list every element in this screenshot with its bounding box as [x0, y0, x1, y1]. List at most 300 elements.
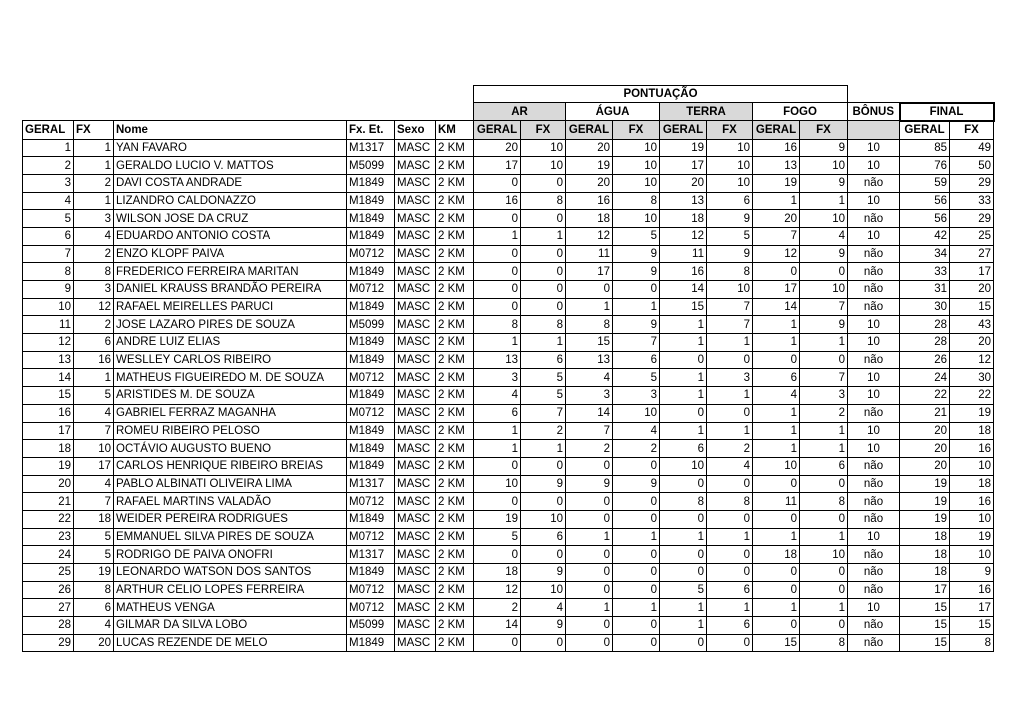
cell-ar-fx: 10	[521, 157, 566, 175]
cell-terra-geral: 13	[660, 192, 707, 210]
cell-agua-fx: 9	[613, 316, 660, 334]
cell-ar-fx: 6	[521, 528, 566, 546]
cell-terra-fx: 6	[707, 581, 753, 599]
cell-terra-geral: 1	[660, 316, 707, 334]
cell-agua-geral: 12	[566, 227, 613, 245]
cell-sexo: MASC	[395, 210, 436, 228]
cell-terra-geral: 10	[660, 457, 707, 475]
cell-final-fx: 50	[950, 157, 994, 175]
cell-ar-fx: 9	[521, 564, 566, 582]
cell-agua-geral: 0	[566, 493, 613, 511]
cell-fx: 3	[74, 210, 114, 228]
cell-bonus: não	[848, 493, 900, 511]
cell-final-geral: 31	[900, 281, 950, 299]
cell-km: 2 KM	[436, 369, 474, 387]
cell-nome: MATHEUS FIGUEIREDO M. DE SOUZA	[114, 369, 347, 387]
cell-fx-et: M1317	[347, 475, 395, 493]
cell-km: 2 KM	[436, 510, 474, 528]
cell-sexo: MASC	[395, 599, 436, 617]
cell-fx: 1	[74, 157, 114, 175]
column-header-sexo: Sexo	[395, 121, 436, 140]
cell-terra-fx: 0	[707, 510, 753, 528]
table-row	[23, 298, 994, 316]
table-row	[23, 475, 994, 493]
cell-final-geral: 18	[900, 546, 950, 564]
cell-bonus: não	[848, 174, 900, 192]
cell-agua-geral: 0	[566, 564, 613, 582]
cell-terra-fx: 1	[707, 528, 753, 546]
cell-ar-geral: 1	[474, 227, 521, 245]
cell-geral: 20	[23, 475, 74, 493]
cell-final-geral: 85	[900, 139, 950, 157]
table-row	[23, 369, 994, 387]
cell-final-fx: 33	[950, 192, 994, 210]
table-row	[23, 581, 994, 599]
cell-fx-et: M1849	[347, 174, 395, 192]
cell-fx: 7	[74, 422, 114, 440]
cell-km: 2 KM	[436, 192, 474, 210]
cell-terra-geral: 5	[660, 581, 707, 599]
cell-terra-fx: 0	[707, 351, 753, 369]
cell-agua-fx: 0	[613, 581, 660, 599]
table-row	[23, 510, 994, 528]
cell-fx-et: M0712	[347, 493, 395, 511]
cell-agua-geral: 8	[566, 316, 613, 334]
table-row	[23, 440, 994, 458]
cell-fogo-fx: 8	[800, 634, 848, 652]
cell-geral: 28	[23, 617, 74, 635]
table-row	[23, 599, 994, 617]
table-row	[23, 422, 994, 440]
cell-terra-geral: 1	[660, 334, 707, 352]
cell-final-fx: 17	[950, 263, 994, 281]
cell-fogo-fx: 9	[800, 316, 848, 334]
cell-fogo-fx: 0	[800, 351, 848, 369]
cell-ar-geral: 19	[474, 510, 521, 528]
cell-bonus: não	[848, 510, 900, 528]
cell-fogo-fx: 0	[800, 617, 848, 635]
cell-bonus: 10	[848, 157, 900, 175]
cell-final-fx: 30	[950, 369, 994, 387]
cell-terra-geral: 17	[660, 157, 707, 175]
cell-ar-fx: 0	[521, 457, 566, 475]
cell-terra-fx: 1	[707, 599, 753, 617]
cell-ar-fx: 0	[521, 210, 566, 228]
cell-final-geral: 17	[900, 581, 950, 599]
table-row	[23, 387, 994, 405]
cell-nome: FREDERICO FERREIRA MARITAN	[114, 263, 347, 281]
column-header-row	[23, 121, 994, 140]
header-row-groups	[23, 103, 994, 121]
cell-geral: 8	[23, 263, 74, 281]
cell-agua-geral: 20	[566, 174, 613, 192]
cell-nome: EMMANUEL SILVA PIRES DE SOUZA	[114, 528, 347, 546]
cell-final-geral: 21	[900, 404, 950, 422]
column-header-final-geral: GERAL	[900, 121, 950, 140]
cell-km: 2 KM	[436, 475, 474, 493]
cell-fogo-geral: 20	[753, 210, 800, 228]
cell-terra-fx: 10	[707, 174, 753, 192]
cell-sexo: MASC	[395, 564, 436, 582]
cell-terra-fx: 0	[707, 564, 753, 582]
cell-fogo-geral: 1	[753, 404, 800, 422]
cell-km: 2 KM	[436, 334, 474, 352]
cell-fogo-geral: 14	[753, 298, 800, 316]
cell-fx-et: M5099	[347, 316, 395, 334]
cell-ar-fx: 1	[521, 227, 566, 245]
cell-km: 2 KM	[436, 617, 474, 635]
cell-final-geral: 18	[900, 528, 950, 546]
cell-ar-fx: 4	[521, 599, 566, 617]
cell-fx-et: M0712	[347, 404, 395, 422]
cell-fx: 17	[74, 457, 114, 475]
cell-ar-geral: 10	[474, 475, 521, 493]
cell-fogo-fx: 0	[800, 263, 848, 281]
cell-terra-fx: 7	[707, 298, 753, 316]
cell-fx-et: M1849	[347, 387, 395, 405]
cell-fogo-geral: 0	[753, 475, 800, 493]
cell-ar-fx: 0	[521, 634, 566, 652]
cell-nome: GILMAR DA SILVA LOBO	[114, 617, 347, 635]
cell-fx-et: M1849	[347, 510, 395, 528]
cell-fx: 4	[74, 404, 114, 422]
cell-sexo: MASC	[395, 404, 436, 422]
cell-final-geral: 22	[900, 387, 950, 405]
cell-final-fx: 10	[950, 510, 994, 528]
cell-bonus: não	[848, 546, 900, 564]
cell-fogo-geral: 19	[753, 174, 800, 192]
cell-ar-fx: 1	[521, 440, 566, 458]
cell-geral: 18	[23, 440, 74, 458]
cell-ar-fx: 5	[521, 369, 566, 387]
cell-agua-fx: 0	[613, 281, 660, 299]
cell-final-fx: 16	[950, 440, 994, 458]
column-header-nome: Nome	[114, 121, 347, 140]
cell-km: 2 KM	[436, 599, 474, 617]
cell-agua-fx: 9	[613, 263, 660, 281]
cell-geral: 14	[23, 369, 74, 387]
column-header-terra-fx: FX	[707, 121, 753, 140]
cell-final-fx: 18	[950, 475, 994, 493]
cell-agua-geral: 15	[566, 334, 613, 352]
cell-sexo: MASC	[395, 528, 436, 546]
cell-terra-fx: 9	[707, 210, 753, 228]
cell-terra-fx: 8	[707, 493, 753, 511]
cell-agua-geral: 17	[566, 263, 613, 281]
cell-fogo-fx: 7	[800, 369, 848, 387]
cell-fogo-fx: 10	[800, 157, 848, 175]
cell-fogo-fx: 1	[800, 422, 848, 440]
cell-ar-fx: 10	[521, 139, 566, 157]
cell-nome: RODRIGO DE PAIVA ONOFRI	[114, 546, 347, 564]
cell-agua-fx: 6	[613, 351, 660, 369]
cell-fx-et: M1849	[347, 457, 395, 475]
results-body	[23, 139, 994, 652]
cell-nome: LIZANDRO CALDONAZZO	[114, 192, 347, 210]
cell-final-fx: 29	[950, 174, 994, 192]
cell-agua-fx: 0	[613, 457, 660, 475]
cell-terra-fx: 6	[707, 192, 753, 210]
table-row	[23, 564, 994, 582]
cell-final-fx: 20	[950, 281, 994, 299]
cell-geral: 4	[23, 192, 74, 210]
cell-fx-et: M0712	[347, 599, 395, 617]
cell-nome: WEIDER PEREIRA RODRIGUES	[114, 510, 347, 528]
cell-geral: 7	[23, 245, 74, 263]
cell-bonus: não	[848, 564, 900, 582]
cell-agua-fx: 9	[613, 475, 660, 493]
cell-agua-geral: 1	[566, 599, 613, 617]
cell-fogo-geral: 1	[753, 334, 800, 352]
cell-final-fx: 10	[950, 546, 994, 564]
cell-sexo: MASC	[395, 192, 436, 210]
cell-fogo-fx: 9	[800, 139, 848, 157]
cell-geral: 11	[23, 316, 74, 334]
cell-final-geral: 30	[900, 298, 950, 316]
cell-sexo: MASC	[395, 157, 436, 175]
cell-ar-fx: 0	[521, 174, 566, 192]
cell-agua-fx: 5	[613, 369, 660, 387]
cell-agua-geral: 0	[566, 581, 613, 599]
cell-geral: 16	[23, 404, 74, 422]
cell-sexo: MASC	[395, 351, 436, 369]
cell-fogo-geral: 18	[753, 546, 800, 564]
cell-agua-geral: 14	[566, 404, 613, 422]
cell-final-geral: 28	[900, 316, 950, 334]
cell-km: 2 KM	[436, 351, 474, 369]
cell-ar-geral: 20	[474, 139, 521, 157]
cell-nome: DAVI COSTA ANDRADE	[114, 174, 347, 192]
cell-fx-et: M1849	[347, 564, 395, 582]
cell-final-fx: 18	[950, 422, 994, 440]
cell-nome: ENZO KLOPF PAIVA	[114, 245, 347, 263]
cell-terra-geral: 0	[660, 634, 707, 652]
cell-agua-fx: 1	[613, 298, 660, 316]
group-bonus: BÔNUS	[848, 103, 900, 121]
cell-ar-geral: 0	[474, 174, 521, 192]
cell-fx: 7	[74, 493, 114, 511]
cell-bonus: 10	[848, 192, 900, 210]
cell-fogo-fx: 4	[800, 227, 848, 245]
cell-fx: 1	[74, 369, 114, 387]
cell-terra-fx: 9	[707, 245, 753, 263]
cell-final-fx: 49	[950, 139, 994, 157]
cell-terra-fx: 1	[707, 422, 753, 440]
cell-km: 2 KM	[436, 139, 474, 157]
cell-km: 2 KM	[436, 404, 474, 422]
cell-nome: CARLOS HENRIQUE RIBEIRO BREIAS	[114, 457, 347, 475]
cell-fx: 4	[74, 475, 114, 493]
cell-final-fx: 15	[950, 298, 994, 316]
cell-terra-geral: 6	[660, 440, 707, 458]
cell-fogo-fx: 0	[800, 475, 848, 493]
cell-ar-fx: 0	[521, 298, 566, 316]
cell-ar-fx: 8	[521, 316, 566, 334]
cell-agua-geral: 7	[566, 422, 613, 440]
cell-agua-fx: 8	[613, 192, 660, 210]
cell-fogo-geral: 15	[753, 634, 800, 652]
cell-agua-fx: 9	[613, 245, 660, 263]
cell-nome: OCTÁVIO AUGUSTO BUENO	[114, 440, 347, 458]
table-row	[23, 316, 994, 334]
cell-ar-fx: 9	[521, 475, 566, 493]
cell-fogo-fx: 3	[800, 387, 848, 405]
cell-km: 2 KM	[436, 174, 474, 192]
cell-bonus: não	[848, 634, 900, 652]
cell-fogo-fx: 1	[800, 599, 848, 617]
cell-terra-fx: 6	[707, 617, 753, 635]
cell-final-geral: 26	[900, 351, 950, 369]
cell-sexo: MASC	[395, 617, 436, 635]
cell-terra-geral: 1	[660, 369, 707, 387]
cell-final-geral: 56	[900, 210, 950, 228]
group-agua: ÁGUA	[566, 103, 660, 121]
cell-sexo: MASC	[395, 316, 436, 334]
cell-fogo-geral: 0	[753, 581, 800, 599]
cell-terra-fx: 8	[707, 263, 753, 281]
cell-km: 2 KM	[436, 493, 474, 511]
cell-terra-geral: 11	[660, 245, 707, 263]
cell-agua-geral: 11	[566, 245, 613, 263]
cell-agua-geral: 18	[566, 210, 613, 228]
cell-final-fx: 16	[950, 581, 994, 599]
header-row-pontuacao	[23, 86, 994, 103]
table-row	[23, 493, 994, 511]
table-row	[23, 245, 994, 263]
cell-terra-fx: 0	[707, 546, 753, 564]
cell-ar-geral: 1	[474, 334, 521, 352]
cell-geral: 21	[23, 493, 74, 511]
cell-final-geral: 59	[900, 174, 950, 192]
cell-nome: WESLLEY CARLOS RIBEIRO	[114, 351, 347, 369]
cell-agua-geral: 9	[566, 475, 613, 493]
cell-fogo-fx: 7	[800, 298, 848, 316]
cell-bonus: 10	[848, 387, 900, 405]
cell-nome: EDUARDO ANTONIO COSTA	[114, 227, 347, 245]
cell-terra-geral: 0	[660, 351, 707, 369]
cell-fx-et: M1849	[347, 227, 395, 245]
cell-km: 2 KM	[436, 298, 474, 316]
cell-fogo-geral: 1	[753, 316, 800, 334]
column-header-agua-fx: FX	[613, 121, 660, 140]
cell-terra-geral: 1	[660, 599, 707, 617]
cell-final-fx: 29	[950, 210, 994, 228]
column-header-fogo-fx: FX	[800, 121, 848, 140]
cell-final-fx: 19	[950, 404, 994, 422]
cell-final-fx: 19	[950, 528, 994, 546]
cell-km: 2 KM	[436, 440, 474, 458]
cell-ar-fx: 1	[521, 334, 566, 352]
cell-fx-et: M1317	[347, 546, 395, 564]
cell-ar-geral: 4	[474, 387, 521, 405]
cell-agua-geral: 0	[566, 634, 613, 652]
cell-sexo: MASC	[395, 475, 436, 493]
cell-fx: 1	[74, 139, 114, 157]
cell-final-fx: 43	[950, 316, 994, 334]
cell-km: 2 KM	[436, 210, 474, 228]
cell-geral: 9	[23, 281, 74, 299]
cell-terra-fx: 5	[707, 227, 753, 245]
cell-agua-geral: 20	[566, 139, 613, 157]
cell-geral: 26	[23, 581, 74, 599]
cell-fogo-geral: 1	[753, 440, 800, 458]
cell-final-geral: 34	[900, 245, 950, 263]
cell-final-geral: 56	[900, 192, 950, 210]
cell-nome: PABLO ALBINATI OLIVEIRA LIMA	[114, 475, 347, 493]
cell-geral: 19	[23, 457, 74, 475]
cell-fx: 5	[74, 546, 114, 564]
cell-geral: 2	[23, 157, 74, 175]
cell-terra-geral: 14	[660, 281, 707, 299]
pontuacao-header: PONTUAÇÃO	[474, 86, 848, 103]
cell-final-fx: 25	[950, 227, 994, 245]
cell-fx-et: M0712	[347, 528, 395, 546]
cell-agua-fx: 7	[613, 334, 660, 352]
cell-agua-fx: 0	[613, 617, 660, 635]
column-header-final-fx: FX	[950, 121, 994, 140]
cell-ar-geral: 0	[474, 457, 521, 475]
column-header-terra-geral: GERAL	[660, 121, 707, 140]
cell-final-geral: 76	[900, 157, 950, 175]
cell-fogo-geral: 4	[753, 387, 800, 405]
cell-sexo: MASC	[395, 510, 436, 528]
cell-final-geral: 15	[900, 617, 950, 635]
cell-bonus: 10	[848, 316, 900, 334]
cell-ar-geral: 0	[474, 546, 521, 564]
cell-agua-fx: 2	[613, 440, 660, 458]
cell-ar-fx: 8	[521, 192, 566, 210]
cell-fogo-fx: 1	[800, 440, 848, 458]
cell-nome: RAFAEL MARTINS VALADÃO	[114, 493, 347, 511]
cell-bonus: não	[848, 298, 900, 316]
table-row	[23, 157, 994, 175]
cell-agua-fx: 4	[613, 422, 660, 440]
cell-fogo-fx: 8	[800, 493, 848, 511]
cell-fx: 19	[74, 564, 114, 582]
cell-terra-geral: 18	[660, 210, 707, 228]
cell-geral: 15	[23, 387, 74, 405]
cell-final-fx: 27	[950, 245, 994, 263]
cell-fx-et: M1849	[347, 298, 395, 316]
cell-ar-geral: 13	[474, 351, 521, 369]
cell-bonus: 10	[848, 440, 900, 458]
cell-fogo-fx: 10	[800, 210, 848, 228]
cell-agua-geral: 1	[566, 528, 613, 546]
cell-ar-geral: 14	[474, 617, 521, 635]
cell-fx: 2	[74, 245, 114, 263]
table-row	[23, 546, 994, 564]
cell-terra-fx: 1	[707, 334, 753, 352]
cell-terra-geral: 15	[660, 298, 707, 316]
table-row	[23, 139, 994, 157]
cell-geral: 13	[23, 351, 74, 369]
cell-agua-geral: 19	[566, 157, 613, 175]
cell-bonus: não	[848, 210, 900, 228]
cell-fx: 12	[74, 298, 114, 316]
column-header-ar-fx: FX	[521, 121, 566, 140]
cell-geral: 24	[23, 546, 74, 564]
cell-fogo-fx: 1	[800, 334, 848, 352]
cell-ar-geral: 0	[474, 634, 521, 652]
cell-nome: ARISTIDES M. DE SOUZA	[114, 387, 347, 405]
cell-bonus: 10	[848, 528, 900, 546]
cell-agua-geral: 4	[566, 369, 613, 387]
cell-fx-et: M1849	[347, 440, 395, 458]
cell-ar-fx: 0	[521, 546, 566, 564]
cell-terra-fx: 1	[707, 387, 753, 405]
cell-agua-fx: 5	[613, 227, 660, 245]
cell-terra-geral: 0	[660, 404, 707, 422]
